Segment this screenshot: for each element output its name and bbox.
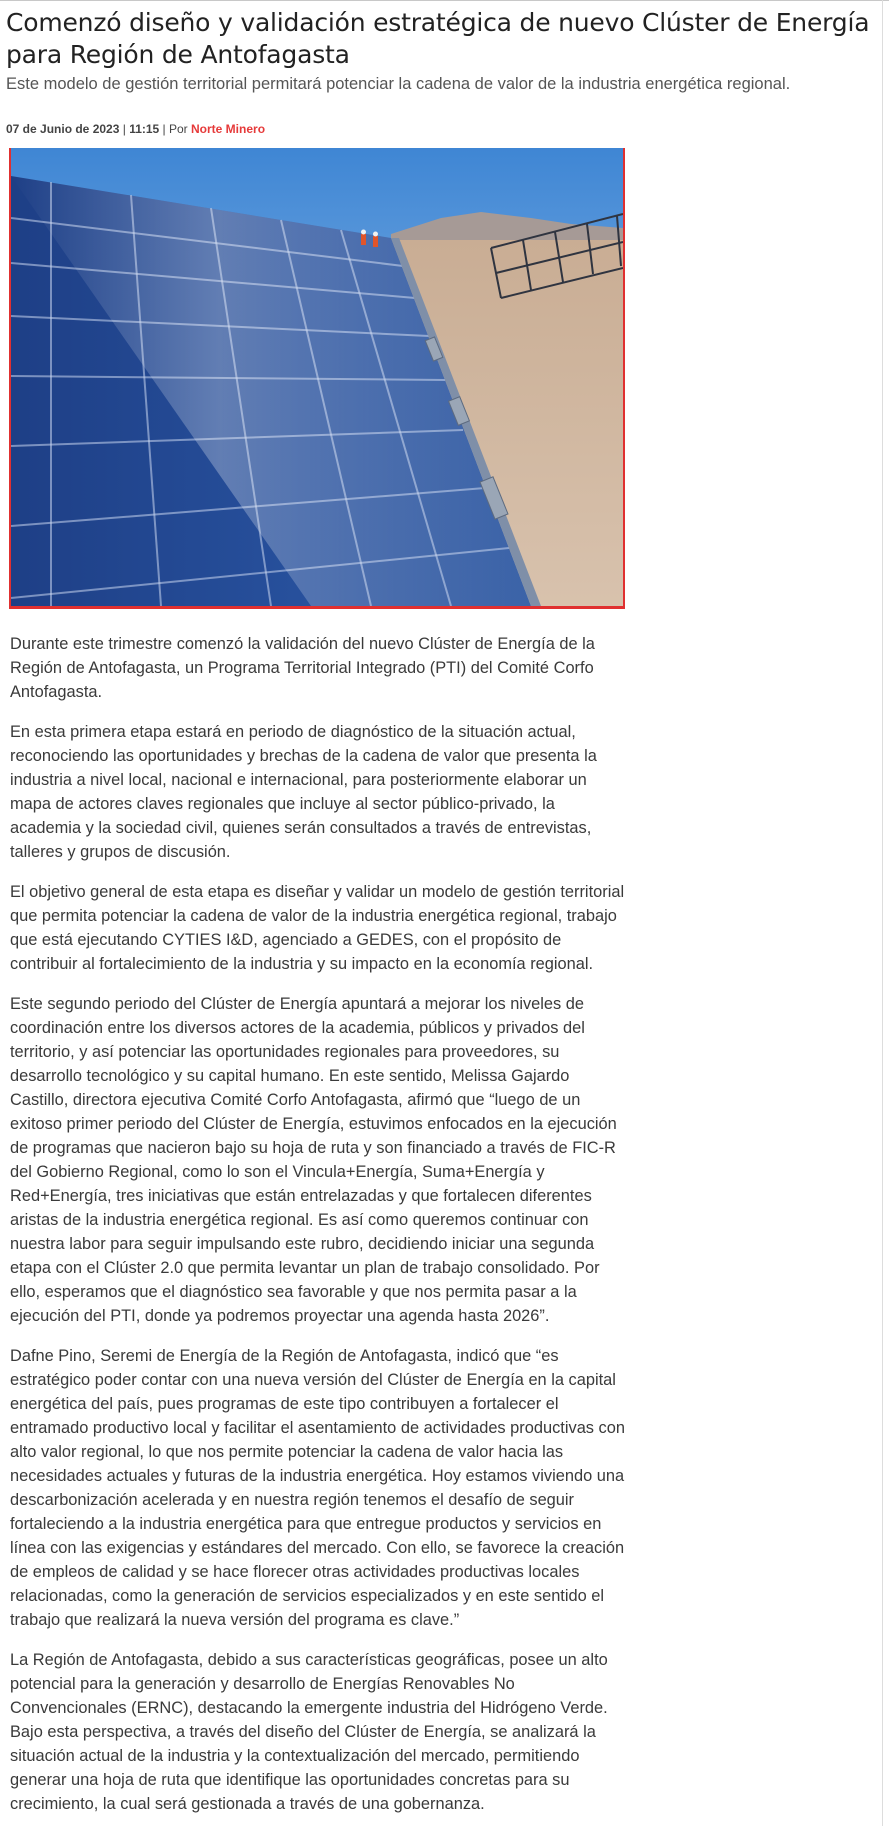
publish-time: 11:15	[129, 122, 160, 136]
article-body	[10, 632, 628, 1832]
solar-panels-photo	[11, 148, 623, 606]
top-divider	[0, 0, 889, 1]
meta-separator: |	[119, 122, 130, 136]
body-paragraph: Durante este trimestre comenzó la validación del nuevo Clúster de Energía de la Región de Antofagasta, un Programa Territorial Integrado (PTI) del Comité Corfo Antofagasta.	[10, 635, 595, 701]
article-hero-image	[9, 148, 625, 609]
article-title: Comenzó diseño y validación estratégica de nuevo Clúster de Energía para Región de Antofagasta	[6, 8, 870, 69]
body-paragraph: El objetivo general de esta etapa es diseñar y validar un modelo de gestión territorial que permita potenciar la cadena de valor de la industria energética regional, trabajo que está ejecutando CYTIES I&D, agenciado a GEDES, con el propósito de contribuir al fortalecimiento de la industria y su impacto en la economía regional.	[10, 883, 625, 973]
author-link[interactable]: Norte Minero	[191, 122, 266, 136]
publish-date: 07 de Junio de 2023	[6, 122, 120, 136]
article-subtitle: Este modelo de gestión territorial permitará potenciar la cadena de valor de la industria energética regional.	[6, 75, 791, 93]
body-paragraph: En esta primera etapa estará en periodo de diagnóstico de la situación actual, reconociendo las oportunidades y brechas de la cadena de valor que presenta la industria a nivel local, nacional e internacional, para posteriormente elaborar un mapa de actores claves regionales que incluye al sector público-privado, la academia y la sociedad civil, quienes serán consultados a través de entrevistas, talleres y grupos de discusión.	[10, 723, 597, 861]
body-paragraph: La Región de Antofagasta, debido a sus características geográficas, posee un alto potencial para la generación y desarrollo de Energías Renovables No Convencionales (ERNC), destacando la emergente industria del Hidrógeno Verde. Bajo esta perspectiva, a través del diseño del Clúster de Energía, se analizará la situación actual de la industria y la contextualización del mercado, permitiendo generar una hoja de ruta que identifique las oportunidades concretas para su crecimiento, la cual será gestionada a través de una gobernanza.	[10, 1651, 608, 1813]
byline-label: | Por	[159, 122, 192, 136]
article-meta	[6, 121, 265, 137]
body-paragraph: Este segundo periodo del Clúster de Energía apuntará a mejorar los niveles de coordinación entre los diversos actores de la academia, públicos y privados del territorio, y así potenciar las oportunidades regionales para proveedores, su desarrollo tecnológico y su capital humano. En este sentido, Melissa Gajardo Castillo, directora ejecutiva Comité Corfo Antofagasta, afirmó que “luego de un exitoso primer periodo del Clúster de Energía, estuvimos enfocados en la ejecución de programas que nacieron bajo su hoja de ruta y son financiado a través de FIC-R del Gobierno Regional, como lo son el Vincula+Energía, Suma+Energía y Red+Energía, tres iniciativas que están entrelazadas y que fortalecen diferentes aristas de la industria energética regional. Es así como queremos continuar con nuestra labor para seguir impulsando este rubro, decidiendo iniciar una segunda etapa con el Clúster 2.0 que permita levantar un plan de trabajo consolidado. Por ello, esperamos que el diagnóstico sea favorable y que nos permita pasar a la ejecución del PTI, donde ya podremos proyectar una agenda hasta 2026”.	[10, 995, 617, 1325]
right-divider	[882, 0, 883, 1826]
body-paragraph: Dafne Pino, Seremi de Energía de la Región de Antofagasta, indicó que “es estratégico poder contar con una nueva versión del Clúster de Energía en la capital energética del país, pues programas de este tipo contribuyen a fortalecer el entramado productivo local y facilitar el asentamiento de actividades productivas con alto valor regional, lo que nos permite potenciar la cadena de valor hacia las necesidades actuales y futuras de la industria energética. Hoy estamos viviendo una descarbonización acelerada y en nuestra región tenemos el desafío de seguir fortaleciendo a la industria energética para que entregue productos y servicios en línea con las exigencias y estándares del mercado. Con ello, se favorece la creación de empleos de calidad y se hace florecer otras actividades productivas locales relacionadas, como la generación de servicios especializados y en este sentido el trabajo que realizará la nueva versión del programa es clave.”	[10, 1347, 625, 1629]
